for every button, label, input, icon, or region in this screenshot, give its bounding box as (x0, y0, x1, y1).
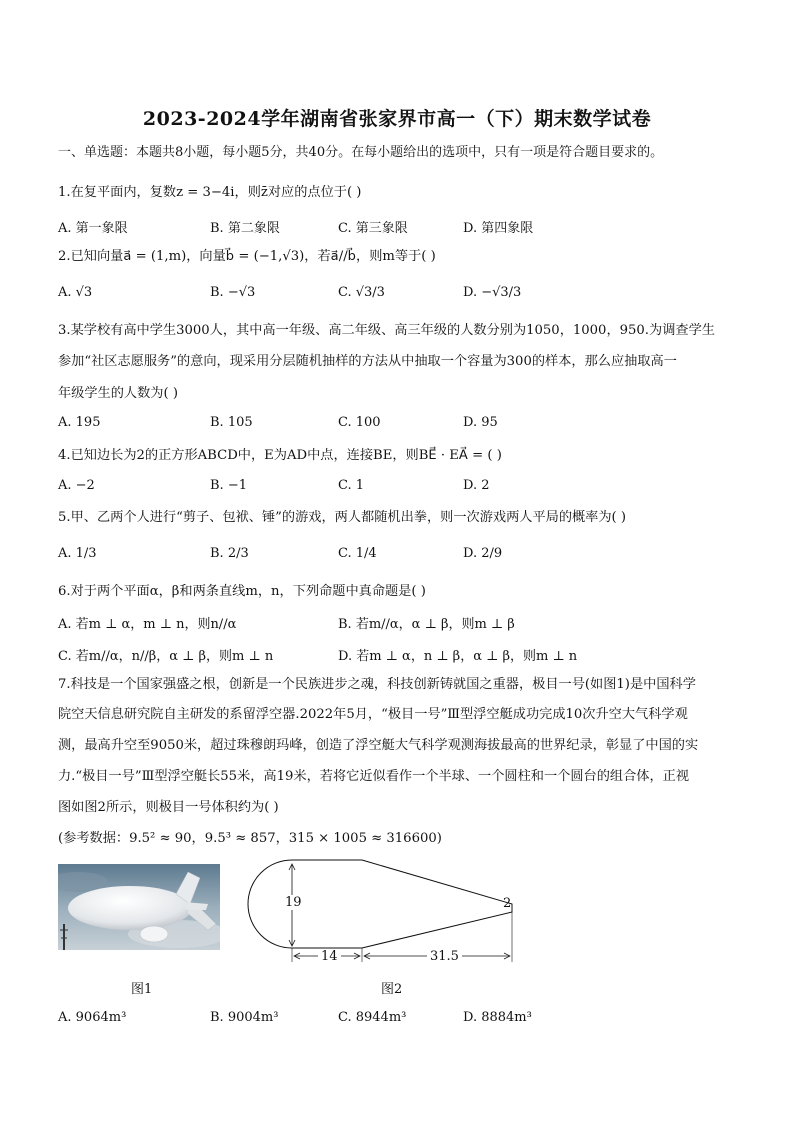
airship-photo (58, 864, 220, 950)
question-6-options-row-2 (58, 645, 748, 663)
airship-front-view-diagram (240, 858, 540, 970)
option-c: C. 8944m³ (338, 1010, 407, 1025)
option-d: D. 若m ⊥ α，n ⊥ β，α ⊥ β，则m ⊥ n (338, 649, 578, 664)
dimension-cylinder-length: 14 (318, 949, 341, 964)
question-6-options-row-1 (58, 613, 748, 631)
question-3-line-3: 年级学生的人数为( ) (58, 386, 178, 401)
option-b: B. −1 (210, 478, 247, 493)
option-d: D. −√3/3 (463, 285, 522, 300)
figure-2-caption: 图2 (381, 982, 403, 997)
option-c: C. 1/4 (338, 546, 377, 561)
option-b: B. 第二象限 (210, 221, 280, 236)
question-4: 4.已知边长为2的正方形ABCD中，E为AD中点，连接BE，则BE⃗ · EA⃗ = ( ) (58, 448, 502, 463)
question-7-line-2: 院空天信息研究院自主研发的系留浮空器.2022年5月，“极目一号”Ⅲ型浮空艇成功完成10次升空大气科学观 (58, 707, 688, 722)
question-3-options (58, 415, 748, 433)
question-7-line-3: 测，最高升空至9050米，超过珠穆朗玛峰，创造了浮空艇大气科学观测海拔最高的世界纪录，彰显了中国的实 (58, 738, 699, 753)
option-a: A. 1/3 (58, 546, 97, 561)
option-a: A. 若m ⊥ α，m ⊥ n，则n//α (58, 617, 237, 632)
question-5: 5.甲、乙两个人进行“剪子、包袱、锤”的游戏，两人都随机出拳，则一次游戏两人平局的概率为( ) (58, 510, 627, 525)
option-d: D. 95 (463, 415, 498, 430)
question-7-line-1: 7.科技是一个国家强盛之根，创新是一个民族进步之魂，科技创新铸就国之重器，极目一号(如图1)是中国科学 (58, 677, 696, 692)
option-c: C. 100 (338, 415, 381, 430)
option-b: B. −√3 (210, 285, 256, 300)
exam-title: 2023-2024学年湖南省张家界市高一（下）期末数学试卷 (142, 108, 652, 130)
question-7-line-4: 力.“极目一号”Ⅲ型浮空艇长55米，高19米，若将它近似看作一个半球、一个圆柱和一个圆台的组合体，正视 (58, 769, 690, 784)
question-6: 6.对于两个平面α，β和两条直线m，n，下列命题中真命题是( ) (58, 584, 426, 599)
option-d: D. 8884m³ (463, 1010, 532, 1025)
option-c: C. 若m//α，n//β，α ⊥ β，则m ⊥ n (58, 649, 274, 664)
question-7-reference-data: (参考数据：9.5² ≈ 90，9.5³ ≈ 857，315 × 1005 ≈ 316600) (58, 831, 442, 846)
question-3-line-1: 3.某学校有高中学生3000人，其中高一年级、高二年级、高三年级的人数分别为1050，1000，950.为调查学生 (58, 323, 715, 338)
question-4-options (58, 478, 748, 496)
question-1: 1.在复平面内，复数z = 3−4i，则z̄对应的点位于( ) (58, 185, 362, 200)
option-c: C. 1 (338, 478, 365, 493)
question-2: 2.已知向量a⃗ = (1,m)，向量b⃗ = (−1,√3)，若a⃗//b⃗，则m等于( ) (58, 249, 436, 264)
option-a: A. √3 (58, 285, 93, 300)
option-b: B. 2/3 (210, 546, 249, 561)
question-7-line-5: 图如图2所示，则极目一号体积约为( ) (58, 800, 279, 815)
dimension-frustum-length: 31.5 (427, 949, 462, 964)
option-a: A. −2 (58, 478, 95, 493)
question-1-options (58, 217, 748, 235)
option-c: C. 第三象限 (338, 221, 408, 236)
question-5-options (58, 546, 748, 564)
question-7-options (58, 1010, 748, 1028)
option-b: B. 105 (210, 415, 253, 430)
option-a: A. 第一象限 (58, 221, 128, 236)
question-3-line-2: 参加“社区志愿服务”的意向，现采用分层随机抽样的方法从中抽取一个容量为300的样本，那么应抽取高一 (58, 354, 677, 369)
option-d: D. 2/9 (463, 546, 503, 561)
option-b: B. 9004m³ (210, 1010, 279, 1025)
option-a: A. 9064m³ (58, 1010, 127, 1025)
dimension-tip: 2 (503, 896, 512, 911)
figure-1-caption: 图1 (131, 982, 153, 997)
question-2-options (58, 285, 748, 303)
option-c: C. √3/3 (338, 285, 385, 300)
section-heading: 一、单选题：本题共8小题，每小题5分，共40分。在每小题给出的选项中，只有一项是符合题目要求的。 (58, 145, 664, 160)
option-d: D. 第四象限 (463, 221, 534, 236)
option-a: A. 195 (58, 415, 101, 430)
option-d: D. 2 (463, 478, 490, 493)
option-b: B. 若m//α，α ⊥ β，则m ⊥ β (338, 617, 515, 632)
dimension-height: 19 (285, 895, 302, 910)
